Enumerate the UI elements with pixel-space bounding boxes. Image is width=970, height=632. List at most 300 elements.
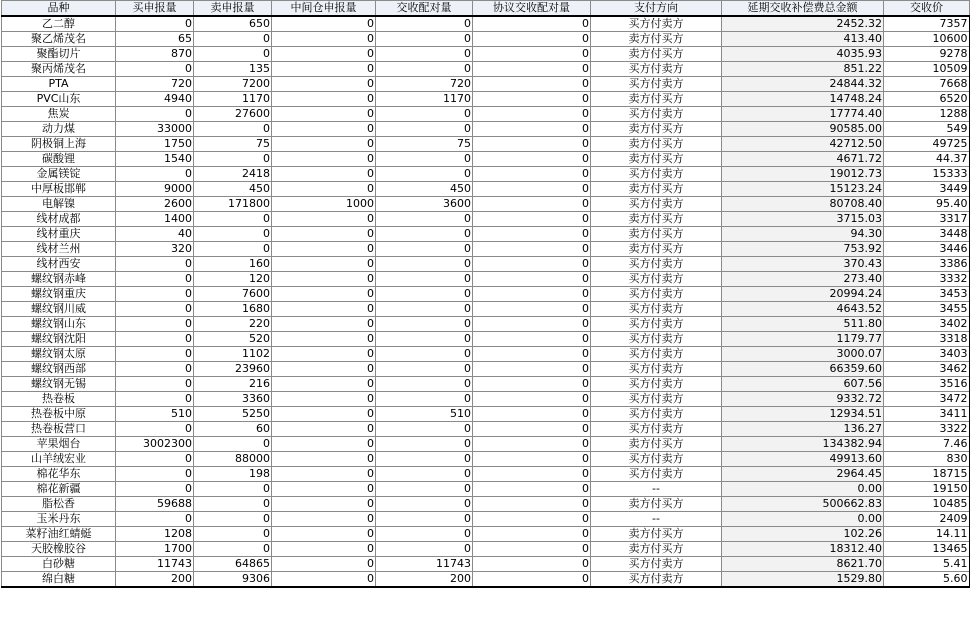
compensation-total-cell: 20994.24: [722, 287, 884, 302]
matched-volume-cell: 0: [376, 377, 473, 392]
table-row: [2, 212, 970, 227]
variety-cell: 热卷板中原: [2, 407, 116, 422]
matched-volume-cell: 0: [376, 467, 473, 482]
matched-volume-cell: 450: [376, 182, 473, 197]
intermediate-warehouse-cell: 0: [272, 302, 376, 317]
matched-volume-cell: 0: [376, 542, 473, 557]
payment-direction-cell: 卖方付买方: [591, 152, 722, 167]
delivery-price-cell: 7.46: [884, 437, 970, 452]
matched-volume-cell: 0: [376, 317, 473, 332]
variety-cell: 乙二醇: [2, 16, 116, 32]
compensation-total-cell: 370.43: [722, 257, 884, 272]
table-row: [2, 407, 970, 422]
agreement-matched-cell: 0: [473, 212, 591, 227]
agreement-matched-cell: 0: [473, 572, 591, 588]
intermediate-warehouse-cell: 0: [272, 167, 376, 182]
matched-volume-cell: 1170: [376, 92, 473, 107]
table-row: [2, 512, 970, 527]
table-row: [2, 152, 970, 167]
agreement-matched-cell: 0: [473, 452, 591, 467]
buy-declared-cell: 0: [116, 482, 194, 497]
intermediate-warehouse-cell: 0: [272, 16, 376, 32]
delivery-price-cell: 3411: [884, 407, 970, 422]
intermediate-warehouse-cell: 0: [272, 407, 376, 422]
variety-cell: 螺纹钢山东: [2, 317, 116, 332]
sell-declared-cell: 1102: [194, 347, 272, 362]
table-row: [2, 16, 970, 32]
buy-declared-cell: 65: [116, 32, 194, 47]
delivery-price-cell: 1288: [884, 107, 970, 122]
buy-declared-cell: 0: [116, 347, 194, 362]
payment-direction-cell: 买方付卖方: [591, 467, 722, 482]
payment-direction-cell: 买方付卖方: [591, 422, 722, 437]
agreement-matched-cell: 0: [473, 347, 591, 362]
matched-volume-cell: 0: [376, 422, 473, 437]
table-row: [2, 557, 970, 572]
payment-direction-cell: 买方付卖方: [591, 572, 722, 588]
col-header-variety: 品种: [2, 1, 116, 17]
table-row: [2, 182, 970, 197]
sell-declared-cell: 0: [194, 122, 272, 137]
delivery-price-cell: 10509: [884, 62, 970, 77]
table-row: [2, 287, 970, 302]
intermediate-warehouse-cell: 0: [272, 47, 376, 62]
delivery-price-cell: 3446: [884, 242, 970, 257]
col-header-delivery-price: 交收价: [884, 1, 970, 17]
table-row: [2, 77, 970, 92]
compensation-total-cell: 4643.52: [722, 302, 884, 317]
buy-declared-cell: 9000: [116, 182, 194, 197]
delivery-price-cell: 14.11: [884, 527, 970, 542]
matched-volume-cell: 0: [376, 242, 473, 257]
sell-declared-cell: 198: [194, 467, 272, 482]
sell-declared-cell: 5250: [194, 407, 272, 422]
table-row: [2, 317, 970, 332]
payment-direction-cell: 买方付卖方: [591, 272, 722, 287]
agreement-matched-cell: 0: [473, 527, 591, 542]
payment-direction-cell: 买方付卖方: [591, 197, 722, 212]
agreement-matched-cell: 0: [473, 542, 591, 557]
payment-direction-cell: 买方付卖方: [591, 377, 722, 392]
sell-declared-cell: 1680: [194, 302, 272, 317]
agreement-matched-cell: 0: [473, 47, 591, 62]
sell-declared-cell: 0: [194, 242, 272, 257]
matched-volume-cell: 3600: [376, 197, 473, 212]
compensation-total-cell: 0.00: [722, 482, 884, 497]
matched-volume-cell: 0: [376, 16, 473, 32]
payment-direction-cell: 买方付卖方: [591, 392, 722, 407]
variety-cell: 中厚板邯郸: [2, 182, 116, 197]
matched-volume-cell: 0: [376, 332, 473, 347]
buy-declared-cell: 0: [116, 107, 194, 122]
buy-declared-cell: 1540: [116, 152, 194, 167]
agreement-matched-cell: 0: [473, 167, 591, 182]
variety-cell: 天胶橡胶谷: [2, 542, 116, 557]
buy-declared-cell: 2600: [116, 197, 194, 212]
table-row: [2, 452, 970, 467]
payment-direction-cell: 卖方付买方: [591, 122, 722, 137]
variety-cell: 线材西安: [2, 257, 116, 272]
buy-declared-cell: 870: [116, 47, 194, 62]
compensation-total-cell: 0.00: [722, 512, 884, 527]
table-row: [2, 302, 970, 317]
intermediate-warehouse-cell: 0: [272, 257, 376, 272]
sell-declared-cell: 7600: [194, 287, 272, 302]
buy-declared-cell: 3002300: [116, 437, 194, 452]
compensation-total-cell: 14748.24: [722, 92, 884, 107]
agreement-matched-cell: 0: [473, 92, 591, 107]
intermediate-warehouse-cell: 0: [272, 212, 376, 227]
delivery-price-cell: 3516: [884, 377, 970, 392]
col-header-buy-declared: 买申报量: [116, 1, 194, 17]
matched-volume-cell: 0: [376, 272, 473, 287]
delivery-price-cell: 5.60: [884, 572, 970, 588]
variety-cell: 螺纹钢重庆: [2, 287, 116, 302]
sell-declared-cell: 2418: [194, 167, 272, 182]
table-row: [2, 167, 970, 182]
delivery-price-cell: 13465: [884, 542, 970, 557]
intermediate-warehouse-cell: 0: [272, 62, 376, 77]
matched-volume-cell: 0: [376, 527, 473, 542]
matched-volume-cell: 0: [376, 47, 473, 62]
table-row: [2, 362, 970, 377]
matched-volume-cell: 75: [376, 137, 473, 152]
compensation-total-cell: 136.27: [722, 422, 884, 437]
variety-cell: 热卷板营口: [2, 422, 116, 437]
intermediate-warehouse-cell: 0: [272, 467, 376, 482]
sell-declared-cell: 0: [194, 482, 272, 497]
payment-direction-cell: 买方付卖方: [591, 407, 722, 422]
payment-direction-cell: 买方付卖方: [591, 107, 722, 122]
agreement-matched-cell: 0: [473, 512, 591, 527]
compensation-total-cell: 4671.72: [722, 152, 884, 167]
agreement-matched-cell: 0: [473, 32, 591, 47]
variety-cell: 聚酯切片: [2, 47, 116, 62]
agreement-matched-cell: 0: [473, 362, 591, 377]
buy-declared-cell: 0: [116, 317, 194, 332]
buy-declared-cell: 4940: [116, 92, 194, 107]
matched-volume-cell: 0: [376, 32, 473, 47]
payment-direction-cell: 买方付卖方: [591, 62, 722, 77]
delivery-price-cell: 49725: [884, 137, 970, 152]
payment-direction-cell: 卖方付买方: [591, 242, 722, 257]
payment-direction-cell: 卖方付买方: [591, 527, 722, 542]
sell-declared-cell: 75: [194, 137, 272, 152]
buy-declared-cell: 0: [116, 332, 194, 347]
buy-declared-cell: 510: [116, 407, 194, 422]
agreement-matched-cell: 0: [473, 257, 591, 272]
payment-direction-cell: --: [591, 512, 722, 527]
sell-declared-cell: 0: [194, 512, 272, 527]
payment-direction-cell: 买方付卖方: [591, 302, 722, 317]
agreement-matched-cell: 0: [473, 287, 591, 302]
matched-volume-cell: 0: [376, 107, 473, 122]
matched-volume-cell: 720: [376, 77, 473, 92]
variety-cell: 棉花新疆: [2, 482, 116, 497]
compensation-total-cell: 8621.70: [722, 557, 884, 572]
buy-declared-cell: 0: [116, 392, 194, 407]
table-row: [2, 542, 970, 557]
agreement-matched-cell: 0: [473, 392, 591, 407]
col-header-sell-declared: 卖申报量: [194, 1, 272, 17]
delivery-price-cell: 3318: [884, 332, 970, 347]
matched-volume-cell: 0: [376, 62, 473, 77]
buy-declared-cell: 0: [116, 452, 194, 467]
buy-declared-cell: 59688: [116, 497, 194, 512]
payment-direction-cell: 买方付卖方: [591, 452, 722, 467]
sell-declared-cell: 0: [194, 152, 272, 167]
delivery-price-cell: 9278: [884, 47, 970, 62]
buy-declared-cell: 0: [116, 467, 194, 482]
intermediate-warehouse-cell: 0: [272, 227, 376, 242]
sell-declared-cell: 7200: [194, 77, 272, 92]
intermediate-warehouse-cell: 0: [272, 77, 376, 92]
table-row: [2, 137, 970, 152]
delivery-price-cell: 95.40: [884, 197, 970, 212]
agreement-matched-cell: 0: [473, 152, 591, 167]
variety-cell: 脂松香: [2, 497, 116, 512]
sell-declared-cell: 1170: [194, 92, 272, 107]
delivery-price-cell: 3332: [884, 272, 970, 287]
sell-declared-cell: 220: [194, 317, 272, 332]
compensation-total-cell: 2452.32: [722, 16, 884, 32]
sell-declared-cell: 27600: [194, 107, 272, 122]
agreement-matched-cell: 0: [473, 137, 591, 152]
sell-declared-cell: 0: [194, 542, 272, 557]
agreement-matched-cell: 0: [473, 407, 591, 422]
compensation-total-cell: 1529.80: [722, 572, 884, 588]
compensation-total-cell: 753.92: [722, 242, 884, 257]
sell-declared-cell: 88000: [194, 452, 272, 467]
variety-cell: 线材兰州: [2, 242, 116, 257]
sell-declared-cell: 160: [194, 257, 272, 272]
payment-direction-cell: 买方付卖方: [591, 167, 722, 182]
compensation-total-cell: 19012.73: [722, 167, 884, 182]
variety-cell: 电解镍: [2, 197, 116, 212]
matched-volume-cell: 0: [376, 122, 473, 137]
agreement-matched-cell: 0: [473, 437, 591, 452]
payment-direction-cell: 买方付卖方: [591, 332, 722, 347]
compensation-total-cell: 500662.83: [722, 497, 884, 512]
compensation-total-cell: 49913.60: [722, 452, 884, 467]
intermediate-warehouse-cell: 0: [272, 32, 376, 47]
matched-volume-cell: 0: [376, 452, 473, 467]
payment-direction-cell: 买方付卖方: [591, 257, 722, 272]
intermediate-warehouse-cell: 0: [272, 452, 376, 467]
sell-declared-cell: 64865: [194, 557, 272, 572]
variety-cell: 聚乙烯茂名: [2, 32, 116, 47]
delivery-price-cell: 3403: [884, 347, 970, 362]
table-row: [2, 482, 970, 497]
col-header-intermediate-warehouse: 中间仓申报量: [272, 1, 376, 17]
table-row: [2, 467, 970, 482]
payment-direction-cell: 卖方付买方: [591, 542, 722, 557]
agreement-matched-cell: 0: [473, 422, 591, 437]
variety-cell: 螺纹钢赤峰: [2, 272, 116, 287]
variety-cell: PVC山东: [2, 92, 116, 107]
buy-declared-cell: 0: [116, 362, 194, 377]
variety-cell: 线材成都: [2, 212, 116, 227]
variety-cell: 白砂糖: [2, 557, 116, 572]
intermediate-warehouse-cell: 0: [272, 332, 376, 347]
agreement-matched-cell: 0: [473, 482, 591, 497]
intermediate-warehouse-cell: 0: [272, 497, 376, 512]
compensation-total-cell: 90585.00: [722, 122, 884, 137]
matched-volume-cell: 0: [376, 257, 473, 272]
intermediate-warehouse-cell: 0: [272, 377, 376, 392]
buy-declared-cell: 1208: [116, 527, 194, 542]
buy-declared-cell: 0: [116, 62, 194, 77]
matched-volume-cell: 200: [376, 572, 473, 588]
payment-direction-cell: 卖方付买方: [591, 92, 722, 107]
agreement-matched-cell: 0: [473, 497, 591, 512]
agreement-matched-cell: 0: [473, 467, 591, 482]
matched-volume-cell: 0: [376, 512, 473, 527]
compensation-total-cell: 12934.51: [722, 407, 884, 422]
payment-direction-cell: 买方付卖方: [591, 317, 722, 332]
sell-declared-cell: 23960: [194, 362, 272, 377]
compensation-total-cell: 134382.94: [722, 437, 884, 452]
table-row: [2, 572, 970, 588]
agreement-matched-cell: 0: [473, 122, 591, 137]
variety-cell: 菜籽油红蜻蜓: [2, 527, 116, 542]
buy-declared-cell: 33000: [116, 122, 194, 137]
table-row: [2, 377, 970, 392]
delivery-price-cell: 549: [884, 122, 970, 137]
sell-declared-cell: 450: [194, 182, 272, 197]
delivery-price-cell: 7668: [884, 77, 970, 92]
buy-declared-cell: 40: [116, 227, 194, 242]
variety-cell: 动力煤: [2, 122, 116, 137]
matched-volume-cell: 0: [376, 152, 473, 167]
variety-cell: 螺纹钢川威: [2, 302, 116, 317]
buy-declared-cell: 1700: [116, 542, 194, 557]
table-row: [2, 422, 970, 437]
compensation-total-cell: 2964.45: [722, 467, 884, 482]
delivery-price-cell: 3386: [884, 257, 970, 272]
delivery-price-cell: 3453: [884, 287, 970, 302]
compensation-total-cell: 511.80: [722, 317, 884, 332]
variety-cell: 山羊绒宏业: [2, 452, 116, 467]
buy-declared-cell: 1400: [116, 212, 194, 227]
buy-declared-cell: 0: [116, 302, 194, 317]
table-row: [2, 527, 970, 542]
matched-volume-cell: 0: [376, 482, 473, 497]
payment-direction-cell: 卖方付买方: [591, 497, 722, 512]
intermediate-warehouse-cell: 0: [272, 482, 376, 497]
buy-declared-cell: 0: [116, 287, 194, 302]
intermediate-warehouse-cell: 0: [272, 272, 376, 287]
sell-declared-cell: 650: [194, 16, 272, 32]
sell-declared-cell: 171800: [194, 197, 272, 212]
agreement-matched-cell: 0: [473, 302, 591, 317]
compensation-total-cell: 3715.03: [722, 212, 884, 227]
buy-declared-cell: 200: [116, 572, 194, 588]
col-header-matched-volume: 交收配对量: [376, 1, 473, 17]
compensation-total-cell: 102.26: [722, 527, 884, 542]
agreement-matched-cell: 0: [473, 77, 591, 92]
matched-volume-cell: 0: [376, 347, 473, 362]
agreement-matched-cell: 0: [473, 197, 591, 212]
buy-declared-cell: 720: [116, 77, 194, 92]
compensation-total-cell: 94.30: [722, 227, 884, 242]
intermediate-warehouse-cell: 0: [272, 182, 376, 197]
compensation-total-cell: 413.40: [722, 32, 884, 47]
buy-declared-cell: 320: [116, 242, 194, 257]
delivery-price-cell: 3448: [884, 227, 970, 242]
payment-direction-cell: 卖方付买方: [591, 437, 722, 452]
agreement-matched-cell: 0: [473, 62, 591, 77]
table-row: [2, 347, 970, 362]
sell-declared-cell: 9306: [194, 572, 272, 588]
sell-declared-cell: 0: [194, 437, 272, 452]
sell-declared-cell: 0: [194, 47, 272, 62]
payment-direction-cell: 卖方付买方: [591, 47, 722, 62]
table-body: [2, 16, 970, 587]
table-header: [2, 1, 970, 17]
table-row: [2, 107, 970, 122]
delivery-price-cell: 10600: [884, 32, 970, 47]
compensation-total-cell: 9332.72: [722, 392, 884, 407]
matched-volume-cell: 0: [376, 212, 473, 227]
buy-declared-cell: 1750: [116, 137, 194, 152]
agreement-matched-cell: 0: [473, 107, 591, 122]
compensation-total-cell: 607.56: [722, 377, 884, 392]
table-row: [2, 122, 970, 137]
matched-volume-cell: 0: [376, 167, 473, 182]
sell-declared-cell: 60: [194, 422, 272, 437]
matched-volume-cell: 0: [376, 497, 473, 512]
delivery-price-cell: 6520: [884, 92, 970, 107]
table-row: [2, 332, 970, 347]
payment-direction-cell: 买方付卖方: [591, 16, 722, 32]
delivery-price-cell: 830: [884, 452, 970, 467]
table-row: [2, 227, 970, 242]
payment-direction-cell: 买方付卖方: [591, 362, 722, 377]
delivery-price-cell: 3462: [884, 362, 970, 377]
delivery-price-cell: 2409: [884, 512, 970, 527]
buy-declared-cell: 11743: [116, 557, 194, 572]
compensation-total-cell: 4035.93: [722, 47, 884, 62]
intermediate-warehouse-cell: 0: [272, 137, 376, 152]
col-header-agreement-matched: 协议交收配对量: [473, 1, 591, 17]
compensation-total-cell: 17774.40: [722, 107, 884, 122]
buy-declared-cell: 0: [116, 422, 194, 437]
col-header-compensation-total: 延期交收补偿费总金额: [722, 1, 884, 17]
delivery-price-cell: 7357: [884, 16, 970, 32]
intermediate-warehouse-cell: 0: [272, 122, 376, 137]
variety-cell: 线材重庆: [2, 227, 116, 242]
payment-direction-cell: --: [591, 482, 722, 497]
compensation-total-cell: 15123.24: [722, 182, 884, 197]
table-row: [2, 62, 970, 77]
variety-cell: 螺纹钢太原: [2, 347, 116, 362]
sell-declared-cell: 0: [194, 527, 272, 542]
agreement-matched-cell: 0: [473, 557, 591, 572]
delivery-price-cell: 3472: [884, 392, 970, 407]
compensation-total-cell: 80708.40: [722, 197, 884, 212]
delivery-price-cell: 19150: [884, 482, 970, 497]
table-row: [2, 242, 970, 257]
intermediate-warehouse-cell: 0: [272, 392, 376, 407]
payment-direction-cell: 卖方付买方: [591, 227, 722, 242]
delivery-price-cell: 3402: [884, 317, 970, 332]
payment-direction-cell: 买方付卖方: [591, 557, 722, 572]
variety-cell: 棉花华东: [2, 467, 116, 482]
agreement-matched-cell: 0: [473, 377, 591, 392]
intermediate-warehouse-cell: 0: [272, 242, 376, 257]
agreement-matched-cell: 0: [473, 317, 591, 332]
